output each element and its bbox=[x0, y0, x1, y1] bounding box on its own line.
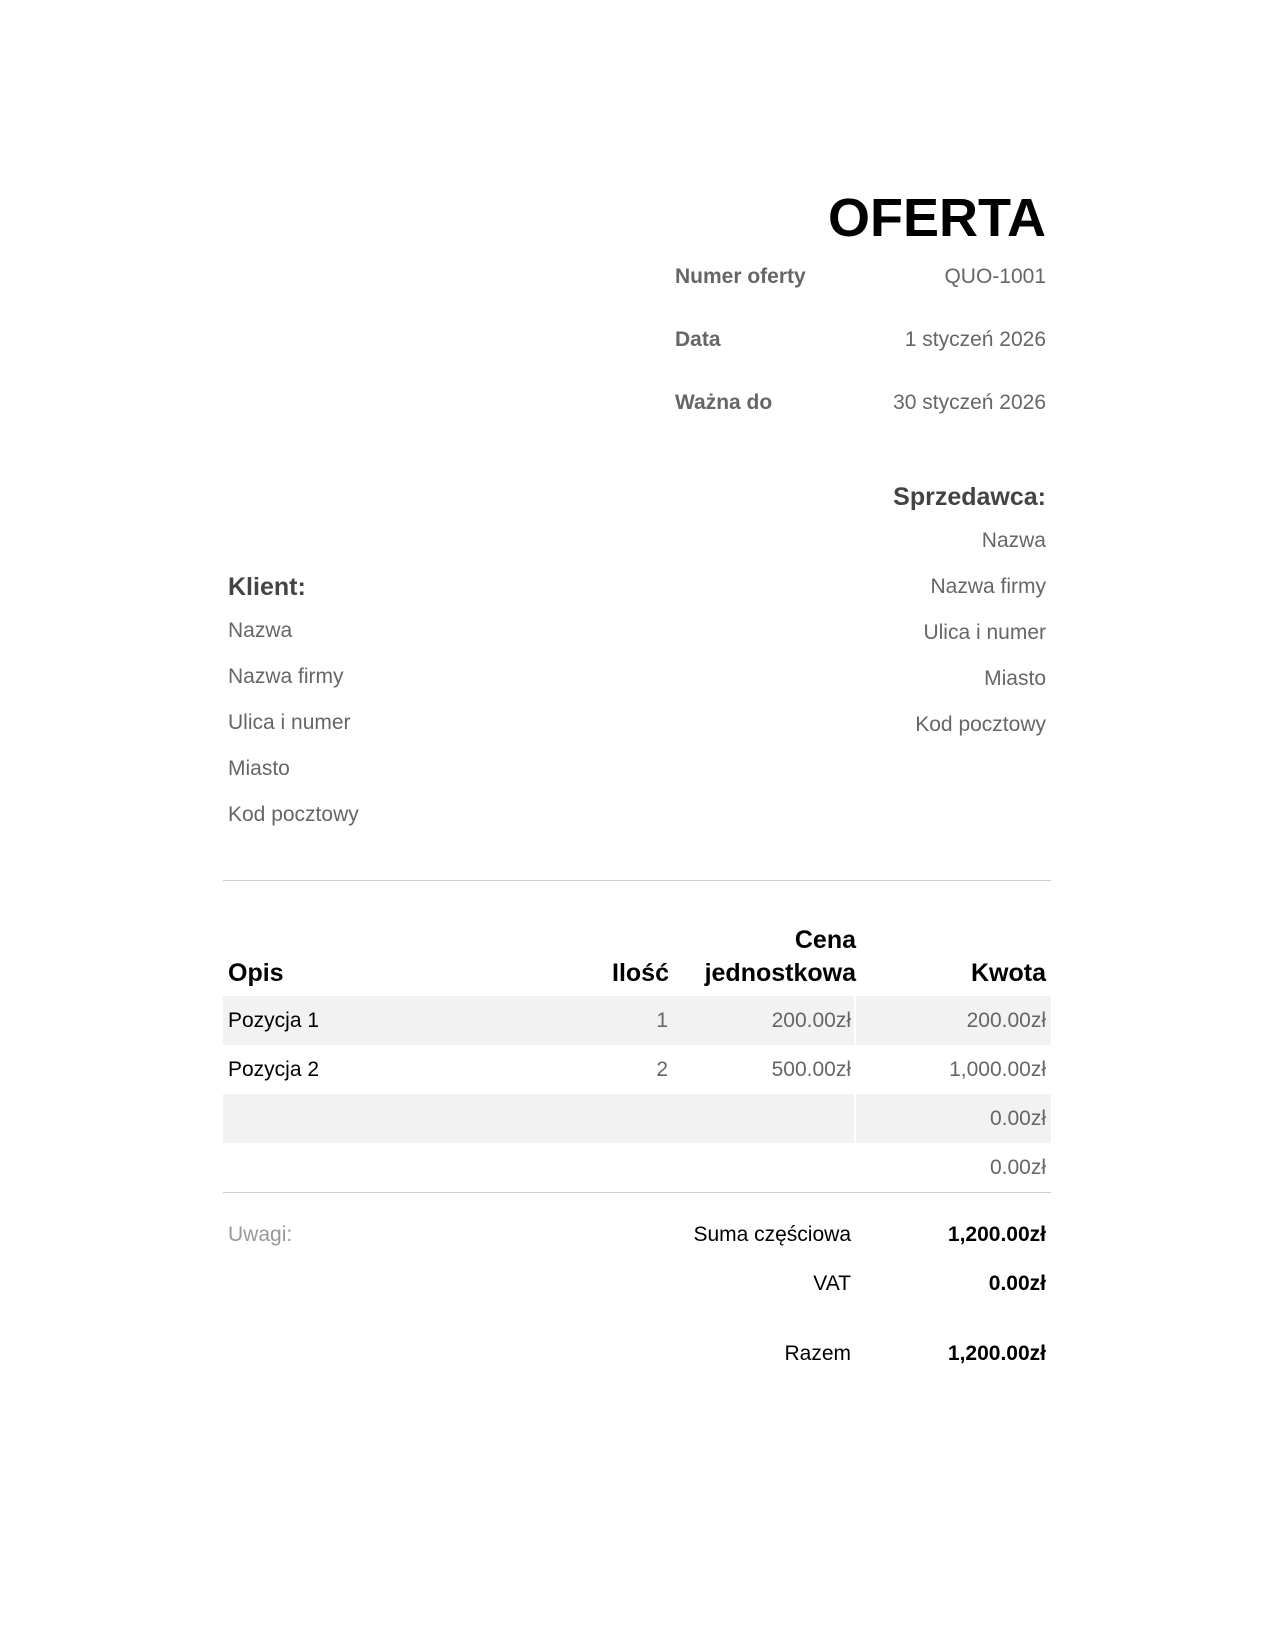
cell-description: Pozycja 1 bbox=[228, 1009, 320, 1032]
quote-valid-value: 30 styczeń 2026 bbox=[893, 391, 1046, 414]
document-title: OFERTA bbox=[828, 188, 1046, 248]
client-heading: Klient: bbox=[228, 573, 306, 601]
quote-valid-row bbox=[675, 388, 1046, 451]
client-company: Nazwa firmy bbox=[228, 665, 344, 688]
client-block bbox=[228, 569, 628, 846]
items-table-header bbox=[223, 918, 1051, 996]
cell-amount: 0.00zł bbox=[989, 1107, 1046, 1130]
subtotal-row bbox=[600, 1220, 1046, 1269]
table-row bbox=[223, 996, 1051, 1045]
seller-heading: Sprzedawca: bbox=[893, 483, 1046, 511]
quote-date-row bbox=[675, 325, 1046, 388]
quote-number-row bbox=[675, 262, 1046, 325]
seller-block bbox=[700, 479, 1046, 756]
cell-unit-price: 200.00zł bbox=[771, 1009, 851, 1032]
quote-valid-label: Ważna do bbox=[675, 391, 773, 414]
total-row bbox=[600, 1339, 1046, 1369]
header-unit-price-line2: jednostkowa bbox=[704, 959, 856, 987]
cell-amount: 0.00zł bbox=[989, 1156, 1046, 1179]
cell-quantity: 2 bbox=[656, 1058, 668, 1081]
cell-unit-price: 500.00zł bbox=[771, 1058, 851, 1081]
quote-date-value: 1 styczeń 2026 bbox=[904, 328, 1046, 351]
quote-number-label: Numer oferty bbox=[675, 265, 806, 288]
client-postal: Kod pocztowy bbox=[228, 803, 359, 826]
total-label: Razem bbox=[784, 1342, 851, 1365]
header-quantity: Ilość bbox=[612, 959, 669, 987]
quote-date-label: Data bbox=[675, 328, 721, 351]
quote-meta bbox=[675, 262, 1046, 451]
vat-value: 0.00zł bbox=[988, 1272, 1046, 1295]
table-row bbox=[223, 1143, 1051, 1192]
cell-quantity: 1 bbox=[656, 1009, 668, 1032]
cell-description: Pozycja 2 bbox=[228, 1058, 320, 1081]
vat-label: VAT bbox=[813, 1272, 851, 1295]
client-name: Nazwa bbox=[228, 619, 293, 642]
subtotal-label: Suma częściowa bbox=[693, 1223, 851, 1246]
vat-row bbox=[600, 1269, 1046, 1339]
cell-amount: 200.00zł bbox=[966, 1009, 1046, 1032]
section-divider bbox=[223, 880, 1051, 881]
seller-company: Nazwa firmy bbox=[930, 575, 1046, 598]
client-street: Ulica i numer bbox=[228, 711, 351, 734]
table-bottom-divider bbox=[223, 1192, 1051, 1193]
subtotal-value: 1,200.00zł bbox=[947, 1223, 1046, 1246]
table-row bbox=[223, 1045, 1051, 1094]
seller-street: Ulica i numer bbox=[923, 621, 1046, 644]
table-row bbox=[223, 1094, 1051, 1143]
header-description: Opis bbox=[228, 959, 284, 987]
header-unit-price-line1: Cena bbox=[794, 926, 856, 954]
seller-postal: Kod pocztowy bbox=[915, 713, 1046, 736]
header-unit-price bbox=[656, 924, 856, 990]
seller-city: Miasto bbox=[984, 667, 1046, 690]
cell-amount: 1,000.00zł bbox=[949, 1058, 1046, 1081]
totals-block bbox=[600, 1220, 1046, 1369]
header-amount: Kwota bbox=[971, 959, 1046, 987]
total-value: 1,200.00zł bbox=[947, 1342, 1046, 1365]
notes-label: Uwagi: bbox=[228, 1223, 293, 1246]
items-table bbox=[223, 918, 1051, 1192]
client-city: Miasto bbox=[228, 757, 290, 780]
seller-name: Nazwa bbox=[981, 529, 1046, 552]
quote-number-value: QUO-1001 bbox=[944, 265, 1046, 288]
